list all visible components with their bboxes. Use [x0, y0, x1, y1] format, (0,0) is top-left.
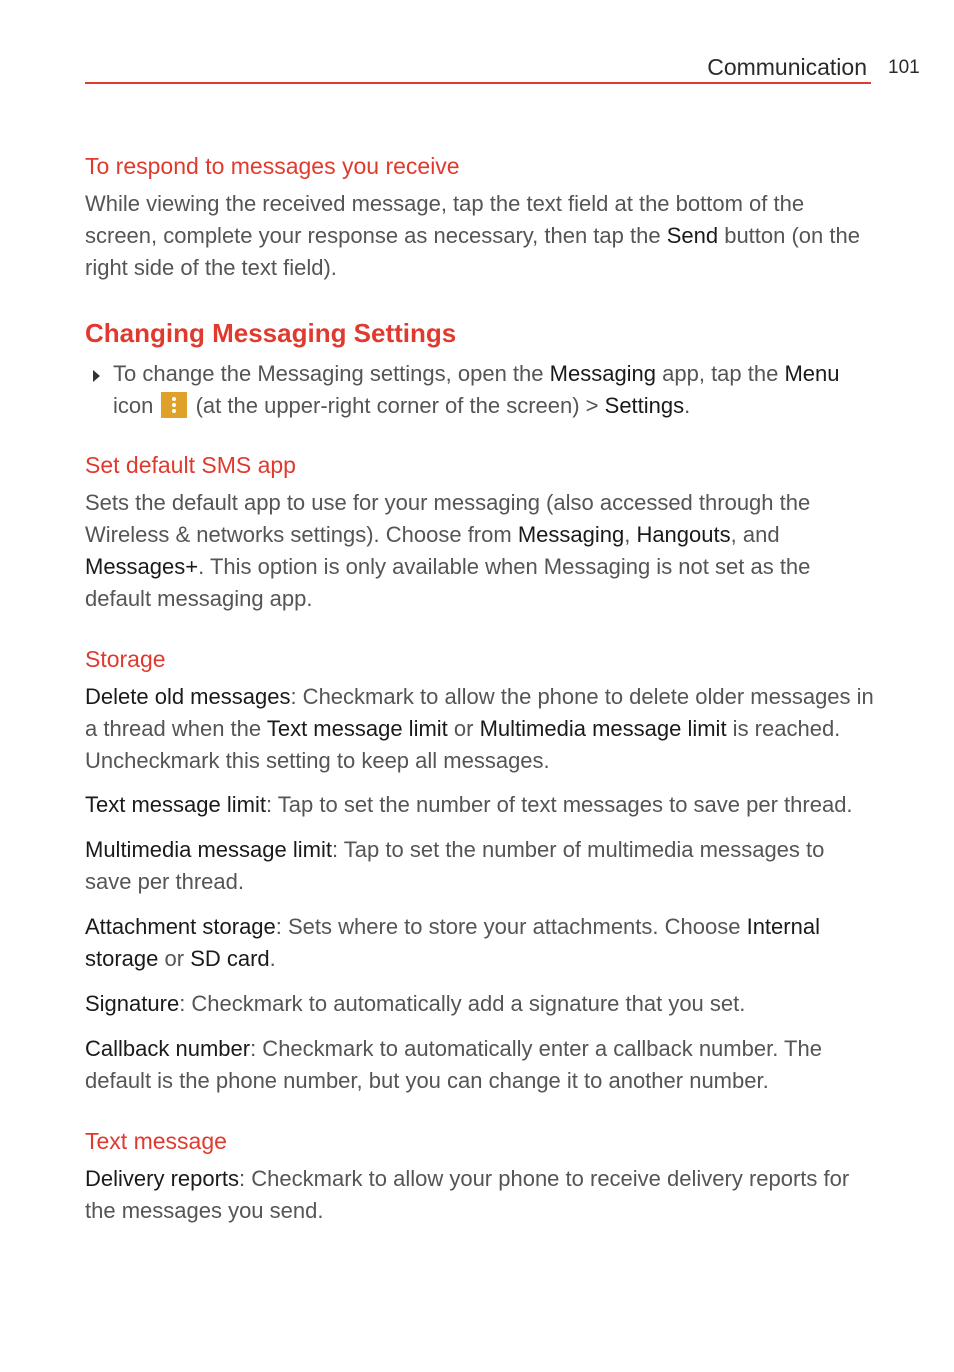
send-term: Send — [666, 223, 719, 248]
page-number: 101 — [888, 57, 920, 78]
menu-dots-icon — [161, 392, 187, 418]
page-header — [85, 54, 871, 84]
attachment-paragraph: Attachment storage: Sets where to store your attachments. Choose Internal storage or SD card. — [85, 914, 820, 971]
callback-term: Callback number — [85, 1036, 251, 1061]
menu-term: Menu — [784, 361, 840, 386]
delivery-term: Delivery reports — [85, 1166, 240, 1191]
text-limit-paragraph: Text message limit: Tap to set the number of text messages to save per thread. — [85, 792, 853, 817]
respond-paragraph: While viewing the received message, tap the text field at the bottom of the screen, complete your response as necessary, then tap the Send button (on the right side of the text field). — [85, 191, 860, 280]
signature-paragraph: Signature: Checkmark to automatically add a signature that you set. — [85, 991, 746, 1016]
messaging-option: Messaging — [517, 522, 625, 547]
mms-limit-term: Multimedia message limit — [85, 837, 332, 862]
delete-old-term: Delete old messages — [85, 684, 291, 709]
changing-paragraph: To change the Messaging settings, open the Messaging app, tap the Menu icon (at the upper-right corner of the screen) > Settings. — [113, 361, 840, 418]
callback-paragraph: Callback number: Checkmark to automatically enter a callback number. The default is the phone number, but you can change it to another number. — [85, 1036, 822, 1093]
section-title: Communication — [707, 54, 867, 80]
changing-heading: Changing Messaging Settings — [85, 318, 457, 348]
mms-limit-paragraph: Multimedia message limit: Tap to set the number of multimedia messages to save per thread. — [85, 837, 825, 894]
settings-term: Settings — [604, 393, 685, 418]
messagesplus-option: Messages+ — [85, 554, 199, 579]
sms-paragraph: Sets the default app to use for your messaging (also accessed through the Wireless & networks settings). Choose from Messaging, Hangouts, and Messages+. This option is only available when Messaging is not set as the default messaging app. — [85, 490, 811, 611]
page-content — [85, 150, 875, 1227]
storage-heading: Storage — [85, 646, 166, 672]
bullet-arrow-icon — [93, 370, 100, 382]
sms-heading: Set default SMS app — [85, 452, 296, 478]
text-limit-term: Text message limit — [85, 792, 266, 817]
attachment-term: Attachment storage — [85, 914, 276, 939]
text-message-heading: Text message — [85, 1128, 227, 1154]
signature-term: Signature — [85, 991, 180, 1016]
respond-heading: To respond to messages you receive — [85, 153, 460, 179]
delivery-paragraph: Delivery reports: Checkmark to allow your phone to receive delivery reports for the messages you send. — [85, 1166, 850, 1223]
delete-old-paragraph: Delete old messages: Checkmark to allow the phone to delete older messages in a thread when the Text message limit or Multimedia message limit is reached. Uncheckmark this setting to keep all messages. — [85, 684, 874, 773]
messaging-term: Messaging — [549, 361, 657, 386]
changing-bullet — [85, 358, 875, 422]
hangouts-option: Hangouts — [636, 522, 731, 547]
